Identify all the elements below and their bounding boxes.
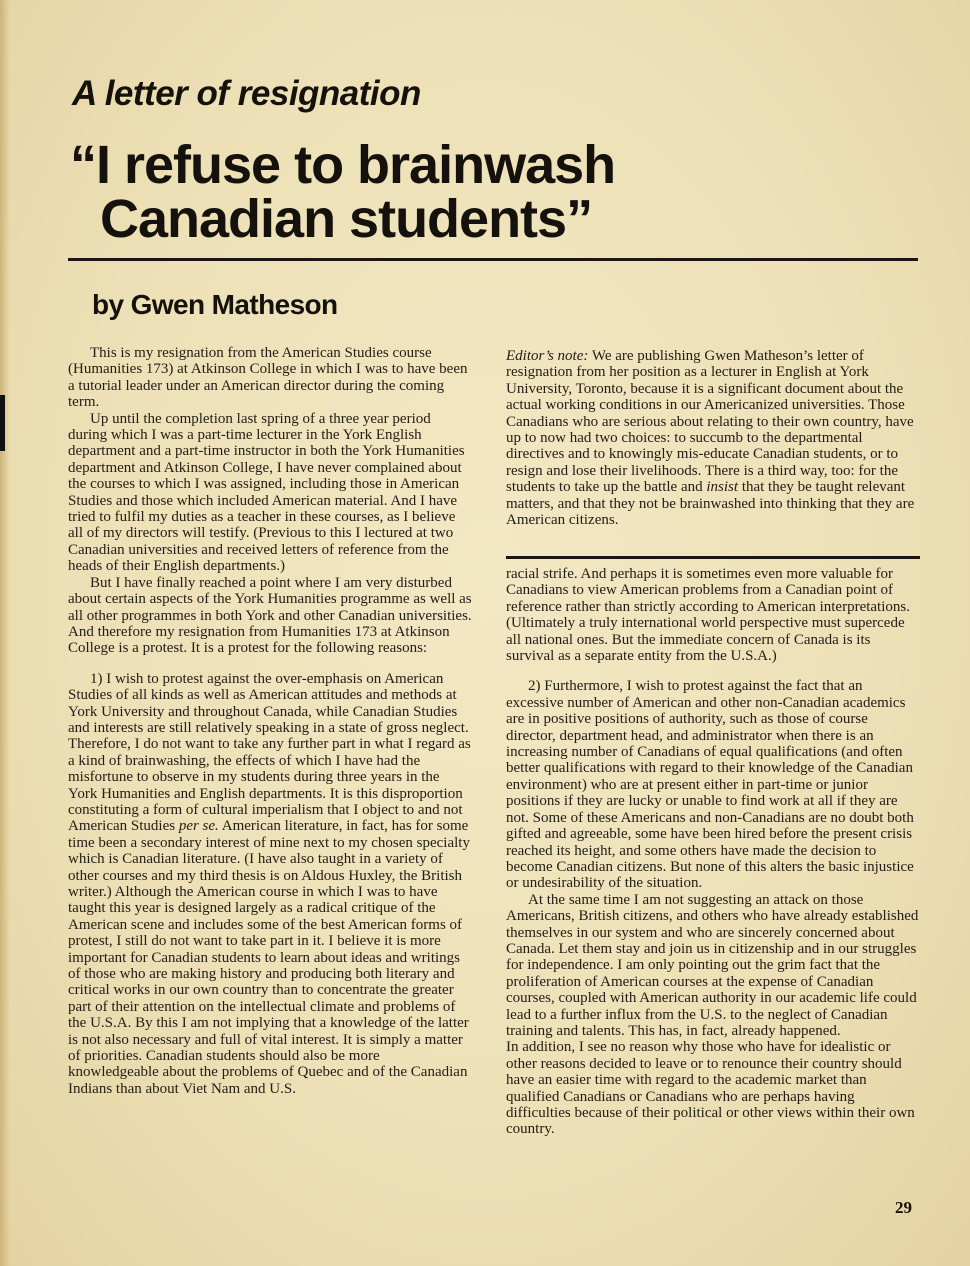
letter-paragraph-1: This is my resignation from the American Studies course (Humanities 173) at Atkinson College in which I was to have been a tutorial leader under an American director during the coming term.	[68, 345, 468, 411]
letter-paragraph-2: Up until the completion last spring of a three year period during which I was a part-time lecturer in the York English department and a part-time instructor in both the York Humanities department and Atkinson College, I have never complained about the courses to which I was assigned, including those in American Studies and those which included American material. And I have tried to fulfil my duties as a teacher in these courses, as I believe all of my directors will testify. (Previous to this I lectured at two Canadian universities and received letters of reference from the heads of their English departments.)	[68, 410, 465, 575]
page-number: 29	[895, 1198, 912, 1217]
headline-line-1: “I refuse to brainwash	[70, 135, 616, 195]
letter-paragraph-4-part-a: 1) I wish to protest against the over-emphasis on American Studies of all kinds as well as American attitudes and methods at York University and throughout Canada, while Canadian Studies and interests are still relatively speaking in a state of gross neglect. Therefore, I do not want to take any further part in what I regard as a kind of brainwashing, the effects of which I have had the misfortune to observe in my students during three years in the York Humanities and English departments. It is this disproportion constituting a form of cultural imperialism that I object to and not American Studies	[68, 670, 471, 835]
editors-note-emphasis: insist	[706, 479, 739, 496]
article-kicker: A letter of resignation	[72, 74, 421, 113]
editors-note-paragraph	[506, 348, 920, 528]
article-headline	[70, 135, 910, 249]
editors-note-text-b: that they be taught relevant matters, and that they not be brainwashed into thinking that they are American citizens.	[506, 479, 915, 529]
headline-rule	[68, 258, 918, 261]
letter-paragraph-6: 2) Furthermore, I wish to protest against the fact that an excessive number of American and other non-Canadian academics are in positive positions of authority, such as those of course director, department head, and administrator when there is an increasing number of Canadians of equal qualifications (and often better qualifications with regard to their knowledge of the Canadian environment) who are at present either in part-time or junior positions if they are lucky or unable to find work at all if they are not. Some of these Americans and non-Canadians are no doubt both gifted and agreeable, some have been hired before the present crisis reached its height, and some others have made the decision to become Canadian citizens. But none of this alters the basic injustice or undesirability of the situation.	[506, 678, 914, 892]
letter-paragraph-5: racial strife. And perhaps it is sometimes even more valuable for Canadians to view American problems from a Canadian point of reference rather than strictly according to American interpretations. (Ultimately a truly international world perspective must supercede all national ones. But the immediate concern of Canada is its survival as a separate entity from the U.S.A.)	[506, 566, 910, 665]
letter-paragraph-4	[68, 671, 472, 1098]
headline-line-2: Canadian students”	[100, 189, 593, 249]
letter-paragraph-8: In addition, I see no reason why those who have for idealistic or other reasons decided to leave or to renounce their country should have an easier time with regard to the academic market than qualified Canadians or Canadians who are perhaps having difficulties because of their political or other views within their own country.	[506, 1039, 915, 1138]
right-column	[506, 566, 920, 1138]
editors-note-label: Editor’s note:	[506, 348, 589, 364]
article-byline: by Gwen Matheson	[92, 289, 338, 320]
letter-paragraph-4-part-b: American literature, in fact, has for some time been a secondary interest of mine next to my chosen specialty which is Canadian literature. (I have also taught in a variety of other courses and my third thesis is on Aldous Huxley, the British writer.) Although the American course in which I was to have taught this year is designed largely as a radical critique of the American scene and includes some of the best American forms of protest, I still do not want to take part in it. I believe it is more important for Canadian students to learn about ideas and writings of those who are making history and producing both literary and critical works in our own country than to concentrate the greater part of their attention on the intellectual climate and problems of the U.S.A. By this I am not implying that a knowledge of the latter is not also necessary and full of vital interest. It is simply a matter of priorities. Canadian students should also be more knowledgeable about the problems of Quebec and of the Canadian Indians than about Viet Nam and U.S.	[68, 818, 470, 1097]
letter-paragraph-3: But I have finally reached a point where I am very disturbed about certain aspects of the York Humanities programme as well as all other programmes in both York and other Canadian universities. And therefore my resignation from Humanities 173 at Atkinson College is a protest. It is a protest for the following reasons:	[68, 574, 472, 657]
editors-note-text-a: We are publishing Gwen Matheson’s letter of resignation from her position as a lecturer in English at York University, Toronto, because it is a significant document about the actual working conditions in our Americanized universities. Those Canadians who are serious about relating to their own country, have up to now had two choices: to succumb to the departmental directives and to knowingly mis-educate Canadian students, or to resign and lose their livelihoods. There is a third way, too: for the students to take up the battle and	[506, 348, 914, 496]
binding-mark	[0, 395, 5, 451]
letter-paragraph-7: At the same time I am not suggesting an attack on those Americans, British citizens, and others who have already established themselves in our system and who are sincerely concerned about Canada. Let them stay and join us in citizenship and in our struggles for independence. I am only pointing out the grim fact that the proliferation of American courses at the expense of Canadian courses, coupled with American authority in our academic life could lead to a further influx from the U.S. to the neglect of Canadian training and talents. This has, in fact, already happened.	[506, 891, 919, 1039]
editors-note-rule	[506, 556, 920, 559]
left-column	[68, 345, 472, 1097]
page-edge-shadow	[0, 0, 10, 1266]
editors-note	[506, 348, 920, 528]
letter-paragraph-4-emphasis: per se.	[178, 818, 219, 835]
